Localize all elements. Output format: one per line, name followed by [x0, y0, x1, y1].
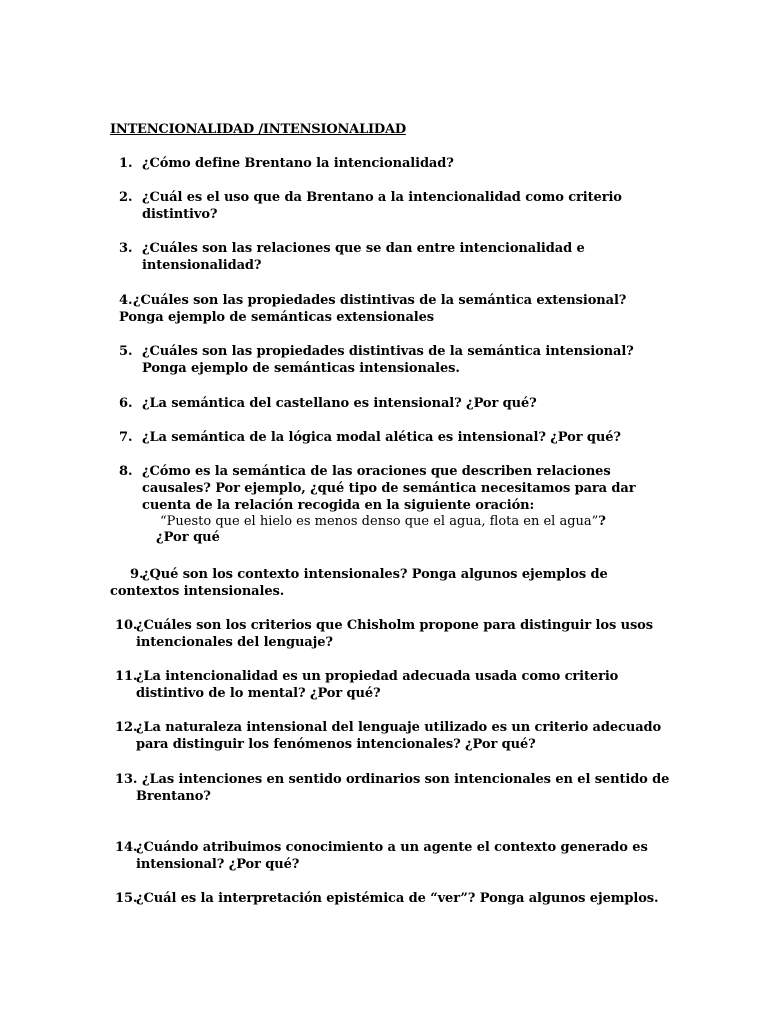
- question-line: intensionalidad?: [142, 258, 262, 273]
- question-text: [136, 719, 661, 753]
- question-line: Ponga ejemplo de semánticas intensionales.: [142, 361, 460, 376]
- question-number: 13.: [115, 772, 138, 787]
- question-text-continued: [136, 788, 211, 805]
- question-number: 7.: [119, 430, 133, 445]
- question-line: ¿La semántica de la lógica modal alética es intensional? ¿Por qué?: [142, 430, 621, 445]
- question-line: ¿Cuál es la interpretación epistémica de “ver”? Ponga algunos ejemplos.: [136, 891, 659, 906]
- question-line: ¿Cómo define Brentano la intencionalidad?: [142, 156, 454, 171]
- question-line: ¿Cuáles son los criterios que Chisholm propone para distinguir los usos: [136, 618, 653, 633]
- question-line: cuenta de la relación recogida en la siguiente oración:: [142, 498, 535, 513]
- question-line: Brentano?: [136, 789, 211, 804]
- question-text: [136, 839, 648, 873]
- question-number: 2.: [119, 190, 133, 205]
- question-line: ¿La intencionalidad es un propiedad adecuada usada como criterio: [136, 669, 619, 684]
- question-number: 3.: [119, 241, 133, 256]
- question-line: ¿La semántica del castellano es intensional? ¿Por qué?: [142, 396, 537, 411]
- question-number: 8.: [119, 464, 133, 479]
- question-text: [142, 395, 537, 412]
- question-text: [142, 189, 622, 223]
- question-number: 5.: [119, 344, 133, 359]
- question-line: ¿Cuál es el uso que da Brentano a la intencionalidad como criterio: [142, 190, 622, 205]
- example-quote: [160, 513, 606, 530]
- question-number: 15.: [115, 891, 138, 906]
- question-line: intensional? ¿Por qué?: [136, 857, 300, 872]
- question-text: [136, 668, 618, 702]
- question-line: ¿Qué son los contexto intensionales? Ponga algunos ejemplos de: [142, 567, 608, 582]
- question-line: distintivo?: [142, 207, 218, 222]
- question-line: ¿Cómo es la semántica de las oraciones que describen relaciones: [142, 464, 611, 479]
- question-text-continued: [119, 309, 434, 326]
- question-text: [142, 566, 608, 583]
- question-line: intencionales del lenguaje?: [136, 635, 333, 650]
- question-text: [142, 240, 585, 274]
- quote-question-mark: ?: [598, 514, 606, 529]
- question-line: distintivo de lo mental? ¿Por qué?: [136, 686, 381, 701]
- question-line: ¿Cuáles son las propiedades distintivas de la semántica extensional?: [133, 293, 627, 308]
- question-line: Ponga ejemplo de semánticas extensionales: [119, 310, 435, 325]
- document-title: INTENCIONALIDAD /INTENSIONALIDAD: [110, 122, 406, 137]
- por-que-text: ¿Por qué: [156, 530, 220, 545]
- question-text: [142, 429, 621, 446]
- question-text: [142, 343, 634, 377]
- question-text-continued: [110, 583, 284, 600]
- question-line: ¿La naturaleza intensional del lenguaje utilizado es un criterio adecuado: [136, 720, 662, 735]
- question-number: 9.: [130, 567, 144, 582]
- question-line: ¿Cuándo atribuimos conocimiento a un agente el contexto generado es: [136, 840, 648, 855]
- question-text: [142, 463, 635, 514]
- question-number: 6.: [119, 396, 133, 411]
- question-line: ¿Cuáles son las relaciones que se dan entre intencionalidad e: [142, 241, 585, 256]
- question-text: [133, 292, 626, 309]
- question-line: ¿Cuáles son las propiedades distintivas de la semántica intensional?: [142, 344, 634, 359]
- question-number: 11.: [115, 669, 138, 684]
- question-line: para distinguir los fenómenos intencionales? ¿Por qué?: [136, 737, 536, 752]
- question-number: 4.: [119, 293, 133, 308]
- question-number: 10.: [115, 618, 138, 633]
- question-text: [142, 771, 669, 788]
- question-number: 1.: [119, 156, 133, 171]
- question-text: [136, 617, 653, 651]
- question-text: [136, 890, 658, 907]
- quote-text: “Puesto que el hielo es menos denso que el agua, flota en el agua”: [160, 514, 599, 529]
- question-text: [142, 155, 454, 172]
- question-line: ¿Las intenciones en sentido ordinarios son intencionales en el sentido de: [142, 772, 670, 787]
- question-number: 14.: [115, 840, 138, 855]
- question-number: 12.: [115, 720, 138, 735]
- question-line: contextos intensionales.: [110, 584, 285, 599]
- question-line: causales? Por ejemplo, ¿qué tipo de semántica necesitamos para dar: [142, 481, 636, 496]
